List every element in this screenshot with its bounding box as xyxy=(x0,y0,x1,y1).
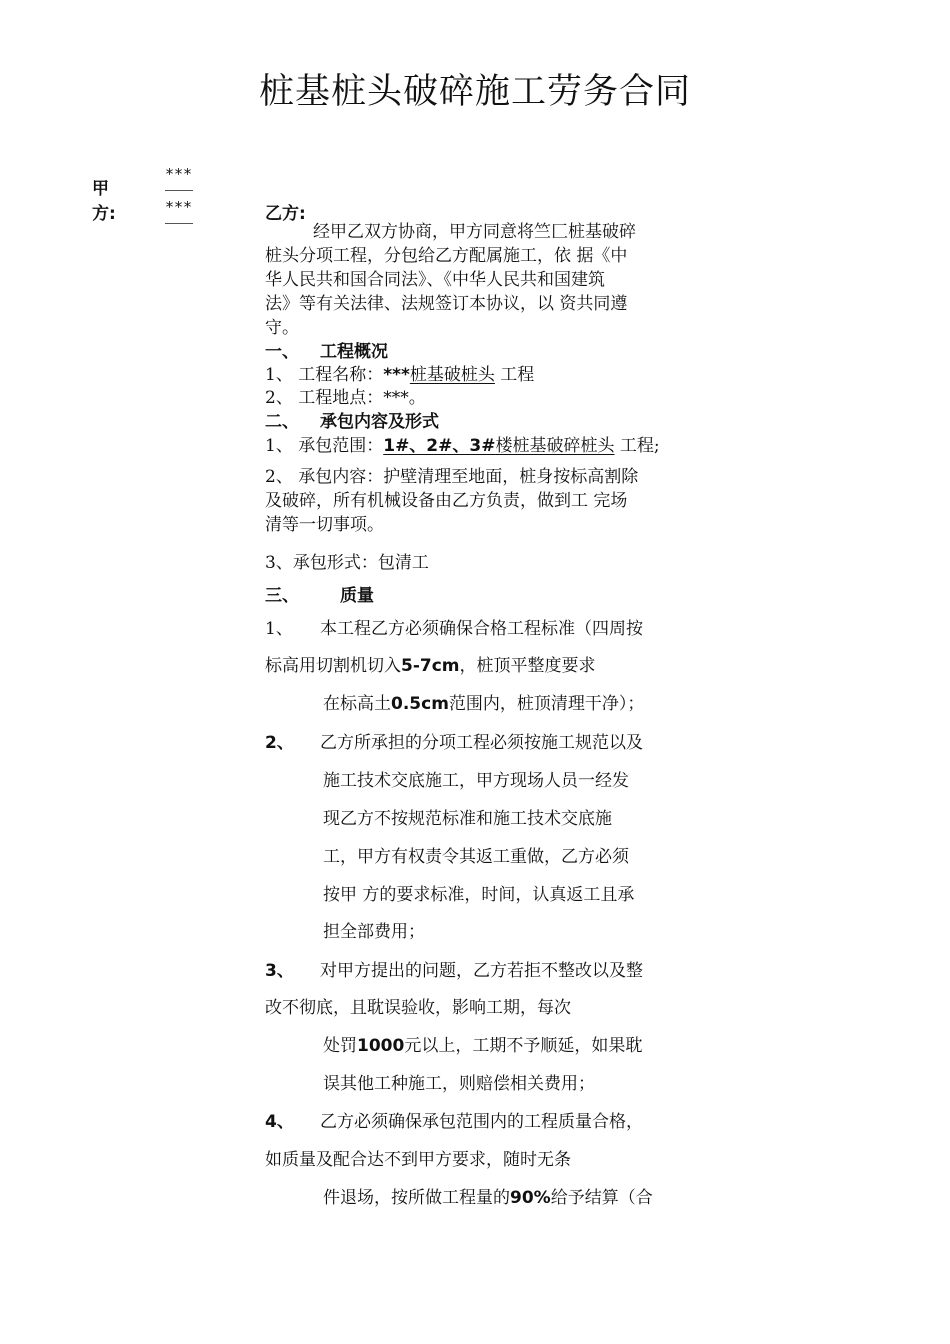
intro-line: 华人民共和国合同法》、《中华人民共和国建筑 xyxy=(265,270,605,290)
section-number: 一、 xyxy=(265,342,299,362)
clause-line: 现乙方不按规范标准和施工技术交底施 xyxy=(323,809,612,829)
clause-value: 1000 xyxy=(357,1036,405,1056)
scope-line xyxy=(265,434,660,458)
clause-line xyxy=(323,1034,642,1058)
scope-buildings: 1#、2#、3# xyxy=(383,436,496,456)
intro-line: 法》等有关法律、法规签订本协议，以 资共同遵 xyxy=(265,294,628,314)
clause-text: 在标高土 xyxy=(323,694,391,714)
clause-line xyxy=(265,654,596,678)
content-line: 2、 承包内容：护壁清理至地面，桩身按标高割除 xyxy=(265,467,639,487)
section-number: 二、 xyxy=(265,412,299,432)
contract-form-line: 3、承包形式：包清工 xyxy=(265,553,429,573)
clause-line: 误其他工种施工，则赔偿相关费用； xyxy=(323,1074,595,1094)
intro-line: 桩头分项工程，分包给乙方配属施工，依 据《中 xyxy=(265,246,628,266)
clause-line: 施工技术交底施工，甲方现场人员一经发 xyxy=(323,771,629,791)
clause-line: 工，甲方有权责令其返工重做，乙方必须 xyxy=(323,847,629,867)
party-a-label-1: 甲 xyxy=(92,179,109,199)
clause-text: 元以上，工期不予顺延，如果耽 xyxy=(404,1036,643,1056)
project-name: 桩基破桩头 xyxy=(409,365,495,385)
clause-value: 0.5cm xyxy=(391,694,449,714)
project-name-prefix: 1、 工程名称： xyxy=(265,365,384,385)
clause-line: 按甲 方的要求标准，时间，认真返工且承 xyxy=(323,885,635,905)
section-number: 三、 xyxy=(265,586,299,606)
fill-line xyxy=(165,190,193,191)
scope-value xyxy=(383,436,614,456)
project-name-suffix: 工程 xyxy=(494,365,535,385)
project-name-line xyxy=(265,363,534,387)
clause-text: 标高用切割机切入 xyxy=(265,656,401,676)
project-name-stars: *** xyxy=(383,365,410,385)
party-a-label-2: 方: xyxy=(92,204,116,224)
clause-text: 给予结算（合 xyxy=(550,1188,653,1208)
clause-text: ，桩顶平整度要求 xyxy=(459,656,596,676)
section-title: 工程概况 xyxy=(320,342,388,362)
scope-suffix: 工程; xyxy=(614,436,660,456)
clause-line: 乙方必须确保承包范围内的工程质量合格， xyxy=(320,1112,643,1132)
clause-text: 处罚 xyxy=(323,1036,357,1056)
clause-number: 1、 xyxy=(265,619,293,639)
scope-text: 楼桩基破碎桩头 xyxy=(495,436,615,456)
project-location-line: 2、 工程地点：***。 xyxy=(265,388,426,408)
party-b-label: 乙方: xyxy=(265,204,306,224)
clause-line: 乙方所承担的分项工程必须按施工规范以及 xyxy=(320,733,643,753)
clause-line: 担全部费用； xyxy=(323,922,425,942)
clause-line: 如质量及配合达不到甲方要求，随时无条 xyxy=(265,1150,571,1170)
clause-text: 件退场，按所做工程量的 xyxy=(323,1188,510,1208)
clause-value: 90% xyxy=(510,1188,551,1208)
clause-line xyxy=(323,1186,653,1210)
section-title: 质量 xyxy=(340,586,374,606)
clause-line xyxy=(323,692,644,716)
clause-line: 对甲方提出的问题，乙方若拒不整改以及整 xyxy=(320,961,643,981)
clause-number: 2、 xyxy=(265,733,294,753)
clause-text: 范围内，桩顶清理干净）； xyxy=(448,694,645,714)
content-line: 及破碎，所有机械设备由乙方负责，做到工 完场 xyxy=(265,491,628,511)
party-a-value-1: *** xyxy=(165,165,193,183)
clause-line: 改不彻底，且耽误验收，影响工期，每次 xyxy=(265,998,571,1018)
party-a-value-2: *** xyxy=(165,198,193,216)
section-title: 承包内容及形式 xyxy=(320,412,439,432)
clause-line: 本工程乙方必须确保合格工程标准（四周按 xyxy=(320,619,643,639)
page-title: 桩基桩头破碎施工劳务合同 xyxy=(258,72,691,112)
fill-line xyxy=(165,223,193,224)
intro-line: 经甲乙双方协商，甲方同意将竺匚桩基破碎 xyxy=(313,222,636,242)
clause-value: 5-7cm xyxy=(401,656,460,676)
content-line: 清等一切事项。 xyxy=(265,515,384,535)
clause-number: 3、 xyxy=(265,961,294,981)
scope-prefix: 1、 承包范围： xyxy=(265,436,384,456)
clause-number: 4、 xyxy=(265,1112,294,1132)
intro-line: 守。 xyxy=(265,318,299,338)
